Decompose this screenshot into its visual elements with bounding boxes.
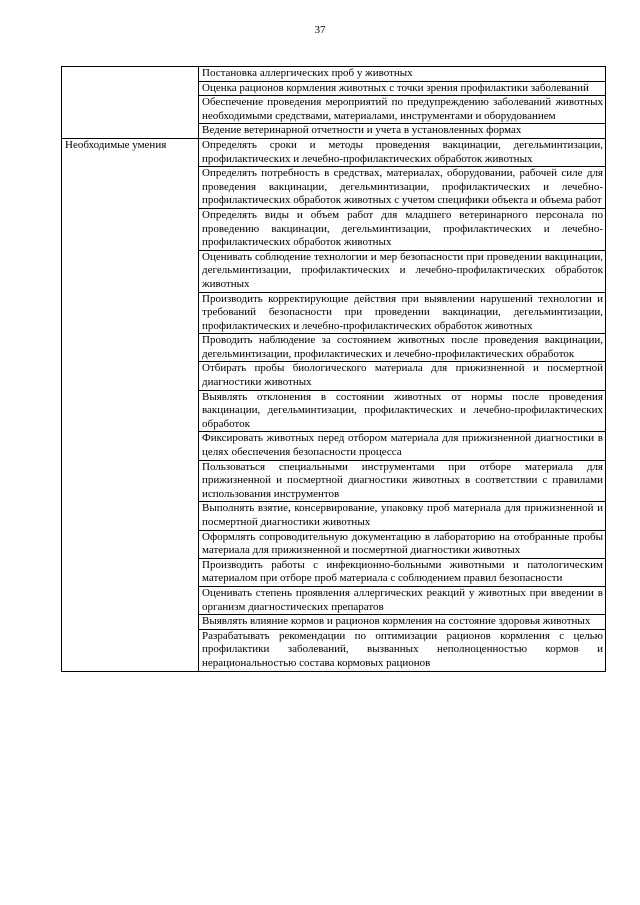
table-cell: Оценивать степень проявления аллергических реакций у животных при введении в организм диагностических препаратов xyxy=(199,586,606,614)
table-cell: Производить работы с инфекционно-больными животными и патологическим материалом при отборе проб материала с соблюдением правил безопасности xyxy=(199,558,606,586)
competency-table xyxy=(61,66,606,672)
table-cell: Определять потребность в средствах, материалах, оборудовании, рабочей силе для проведения вакцинации, дегельминтизации, профилактических и лечебно-профилактических обработок животных с учетом специфики объекта и объема работ xyxy=(199,167,606,209)
table-cell: Отбирать пробы биологического материала для прижизненной и посмертной диагностики животных xyxy=(199,362,606,390)
table-cell: Фиксировать животных перед отбором материала для прижизненной диагностики в целях обеспечения безопасности процесса xyxy=(199,432,606,460)
table-cell: Постановка аллергических проб у животных xyxy=(199,67,606,82)
table-cell: Определять сроки и методы проведения вакцинации, дегельминтизации, профилактических и лечебно-профилактических обработок животных xyxy=(199,138,606,166)
empty-label-cell xyxy=(62,67,199,139)
table-cell: Определять виды и объем работ для младшего ветеринарного персонала по проведению вакцинации, дегельминтизации, профилактических и лечебно-профилактических обработок животных xyxy=(199,208,606,250)
table-row xyxy=(62,138,606,166)
table-cell: Ведение ветеринарной отчетности и учета в установленных формах xyxy=(199,124,606,139)
table-cell: Разрабатывать рекомендации по оптимизации рационов кормления с целью профилактики заболеваний, вызванных неполноценностью кормов и нерациональностью состава кормовых рационов xyxy=(199,629,606,671)
table-cell: Пользоваться специальными инструментами при отборе материала для прижизненной и посмертной диагностики животных в соответствии с правилами использования инструментов xyxy=(199,460,606,502)
table-cell: Оценивать соблюдение технологии и мер безопасности при проведении вакцинации, дегельминтизации, профилактических и лечебно-профилактических обработок животных xyxy=(199,250,606,292)
section-label: Необходимые умения xyxy=(62,138,199,671)
table-cell: Оформлять сопроводительную документацию в лабораторию на отобранные пробы материала для прижизненной и посмертной диагностики животных xyxy=(199,530,606,558)
table-row xyxy=(62,67,606,82)
page-number: 37 xyxy=(314,24,326,36)
table-cell: Выполнять взятие, консервирование, упаковку проб материала для прижизненной и посмертной диагностики животных xyxy=(199,502,606,530)
table-cell: Проводить наблюдение за состоянием животных после проведения вакцинации, дегельминтизации, профилактических и лечебно-профилактических обработок xyxy=(199,334,606,362)
table-cell: Выявлять отклонения в состоянии животных от нормы после проведения вакцинации, дегельминтизации, профилактических и лечебно-профилактических обработок xyxy=(199,390,606,432)
table-cell: Производить корректирующие действия при выявлении нарушений технологии и требований безопасности при проведении вакцинации, дегельминтизации, профилактических и лечебно-профилактических обработок животных xyxy=(199,292,606,334)
table-cell: Обеспечение проведения мероприятий по предупреждению заболеваний животных необходимыми средствами, материалами, инструментами и оборудованием xyxy=(199,96,606,124)
table-cell: Выявлять влияние кормов и рационов кормления на состояние здоровья животных xyxy=(199,615,606,630)
table-cell: Оценка рационов кормления животных с точки зрения профилактики заболеваний xyxy=(199,81,606,96)
